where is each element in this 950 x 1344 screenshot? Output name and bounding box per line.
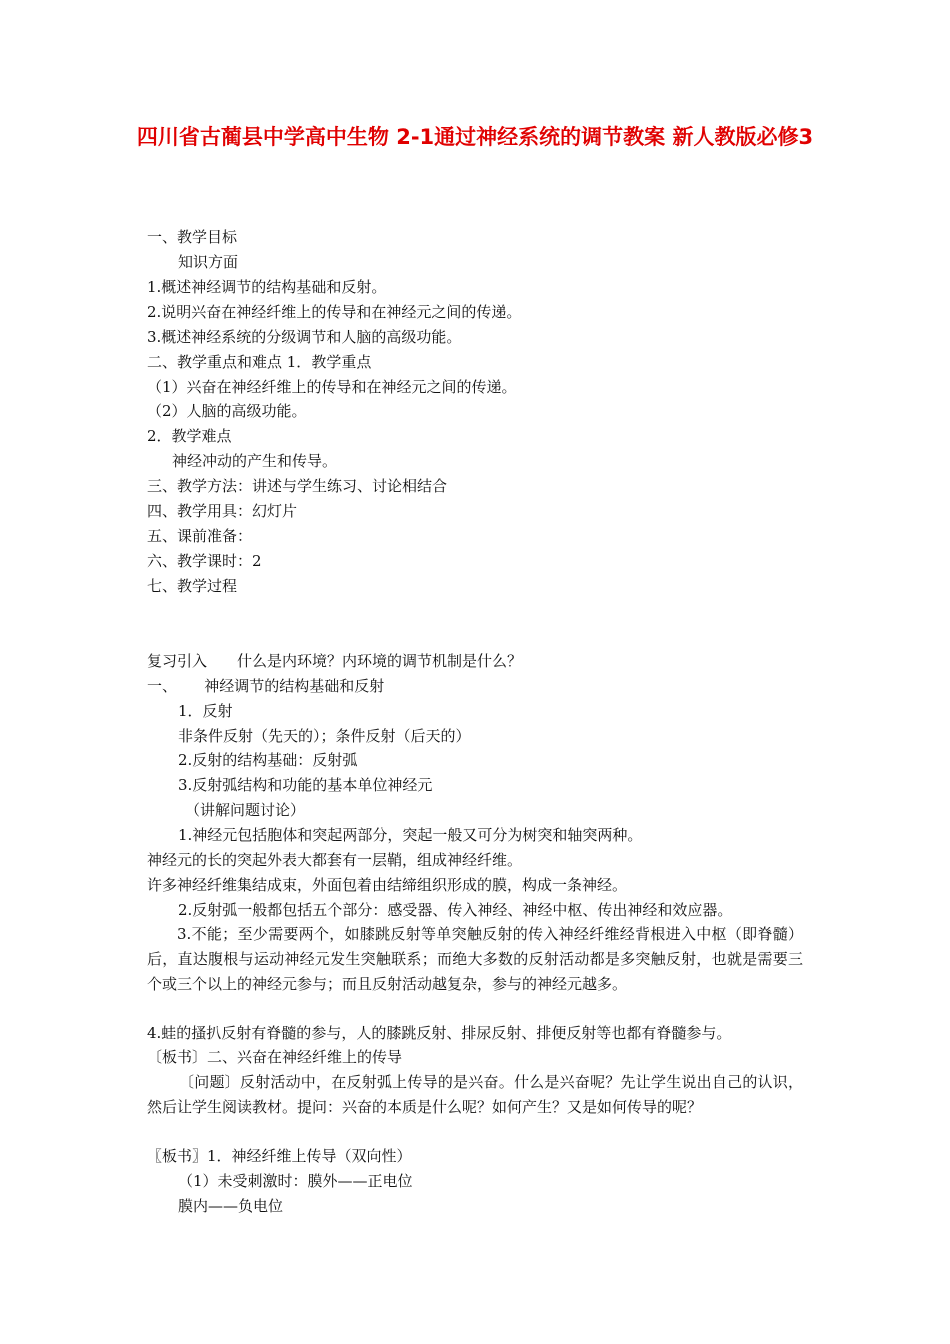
resting-outer: （1）未受刺激时：膜外——正电位 <box>178 1172 413 1190</box>
goal-item-1: 1.概述神经调节的结构基础和反射。 <box>147 278 387 296</box>
discussion-item-1-cont-a: 神经元的长的突起外表大都套有一层鞘，组成神经纤维。 <box>147 851 523 869</box>
goal-item-2: 2.说明兴奋在神经纤维上的传导和在神经元之间的传递。 <box>147 303 522 321</box>
heading-class-hours: 六、教学课时：2 <box>147 552 262 570</box>
discussion-note: （讲解问题讨论） <box>185 801 306 819</box>
heading-methods: 三、教学方法：讲述与学生练习、讨论相结合 <box>147 477 448 495</box>
key-point-1: （1）兴奋在神经纤维上的传导和在神经元之间的传递。 <box>147 378 517 396</box>
key-point-2: （2）人脑的高级功能。 <box>147 402 307 420</box>
review-intro: 复习引入 什么是内环境？内环境的调节机制是什么？ <box>147 652 523 670</box>
heading-teaching-goals: 一、教学目标 <box>147 228 238 246</box>
item-reflex: 1．反射 <box>178 702 233 720</box>
reflex-arc-basis: 2.反射的结构基础：反射弧 <box>178 751 358 769</box>
discussion-item-1-cont-b: 许多神经纤维集结成束，外面包着由结缔组织形成的膜，构成一条神经。 <box>147 876 628 894</box>
neuron-unit: 3.反射弧结构和功能的基本单位神经元 <box>178 776 433 794</box>
goal-item-3: 3.概述神经系统的分级调节和人脑的高级功能。 <box>147 328 462 346</box>
heading-preparation: 五、课前准备： <box>147 527 253 545</box>
heading-neural-basis: 一、 神经调节的结构基础和反射 <box>147 677 385 695</box>
question-paragraph: 〔问题〕反射活动中，在反射弧上传导的是兴奋。什么是兴奋呢？先让学生说出自己的认识，然后让学生阅读教材。提问：兴奋的本质是什么呢？如何产生？又是如何传导的呢？ <box>147 1073 803 1116</box>
reflex-types: 非条件反射（先天的）；条件反射（后天的） <box>178 727 471 745</box>
subheading-knowledge: 知识方面 <box>178 253 239 271</box>
board-heading-conduction: 〔板书〕二、兴奋在神经纤维上的传导 <box>147 1048 403 1066</box>
discussion-item-3: 3.不能；至少需要两个，如膝跳反射等单突触反射的传入神经纤维经背根进入中枢（即脊髓）后，直达腹根与运动神经元发生突触联系；而绝大多数的反射活动都是多突触反射，也就是需要三个或三个以上的神经元参与；而且反射活动越复杂，参与的神经元越多。 <box>147 925 803 993</box>
heading-tools: 四、教学用具：幻灯片 <box>147 502 298 520</box>
board-heading-fiber: 〖板书〗1．神经纤维上传导（双向性） <box>147 1147 412 1165</box>
discussion-item-1: 1.神经元包括胞体和突起两部分，突起一般又可分为树突和轴突两种。 <box>178 826 643 844</box>
resting-inner: 膜内——负电位 <box>178 1197 284 1215</box>
discussion-item-4: 4.蛙的搔扒反射有脊髓的参与，人的膝跳反射、排尿反射、排便反射等也都有脊髓参与。 <box>147 1024 732 1042</box>
difficulty-item: 神经冲动的产生和传导。 <box>172 452 338 470</box>
heading-key-points: 二、教学重点和难点 1．教学重点 <box>147 353 372 371</box>
discussion-item-2: 2.反射弧一般都包括五个部分：感受器、传入神经、神经中枢、传出神经和效应器。 <box>178 901 733 919</box>
heading-process: 七、教学过程 <box>147 577 238 595</box>
heading-difficulty: 2．教学难点 <box>147 427 232 445</box>
document-title: 四川省古蔺县中学高中生物 2-1通过神经系统的调节教案 新人教版必修3 <box>136 125 814 149</box>
